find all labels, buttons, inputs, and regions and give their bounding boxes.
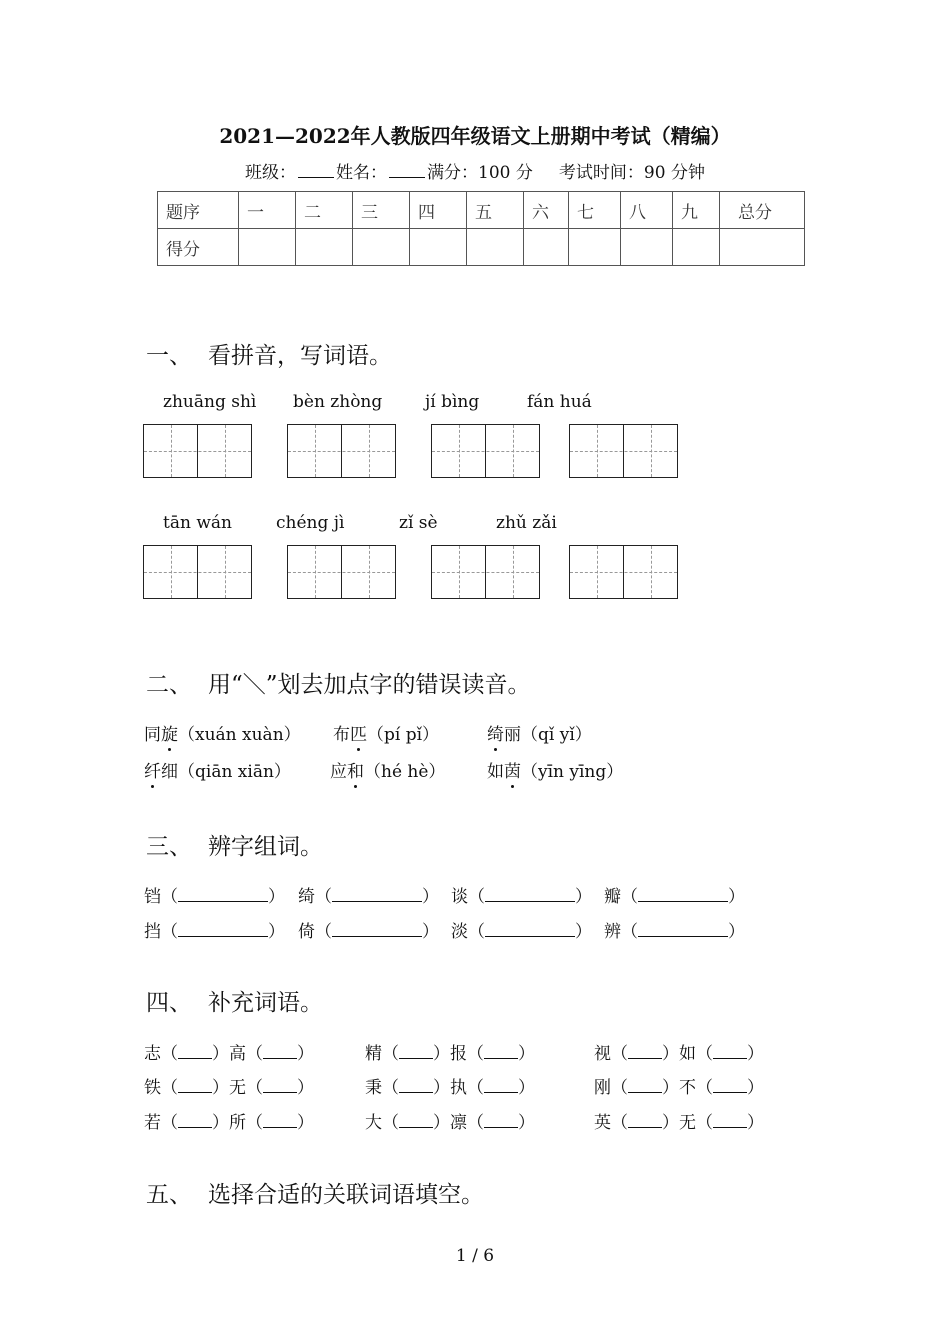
writing-grid[interactable]	[431, 424, 540, 478]
word-blank-item[interactable]: 瓣（ ）	[604, 887, 745, 907]
section-1-title: 看拼音，写词语。	[208, 343, 392, 369]
exam-info	[0, 158, 950, 183]
writing-grid[interactable]	[143, 545, 252, 599]
pronunciation-item[interactable]: 同旋（xuán xuàn）	[144, 725, 301, 745]
table-cell: 七	[569, 192, 621, 229]
table-cell: 题序	[158, 192, 239, 229]
score-cell[interactable]	[410, 229, 467, 266]
score-cell[interactable]	[353, 229, 410, 266]
table-cell: 九	[673, 192, 720, 229]
writing-grid[interactable]	[569, 424, 678, 478]
table-cell: 六	[524, 192, 569, 229]
score-cell[interactable]	[720, 229, 805, 266]
section-4-title: 补充词语。	[208, 990, 323, 1016]
table-cell: 一	[239, 192, 296, 229]
writing-grid[interactable]	[287, 424, 396, 478]
score-cell[interactable]	[621, 229, 673, 266]
section-2-title: 用“＼”划去加点字的错误读音。	[208, 672, 531, 698]
writing-grid[interactable]	[143, 424, 252, 478]
class-blank[interactable]	[298, 163, 334, 178]
pronunciation-item[interactable]: 如茵（yīn yīng）	[487, 762, 624, 782]
word-blank-item[interactable]: 铛（ ）	[144, 887, 285, 907]
idiom-item[interactable]: 视（ ）如（ ）	[594, 1044, 764, 1064]
page-title: 2021—2022年人教版四年级语文上册期中考试（精编）	[219, 124, 731, 148]
pinyin-2: bèn zhòng	[293, 392, 383, 412]
idiom-item[interactable]: 秉（ ）执（ ）	[365, 1078, 535, 1098]
section-4-heading: 四、 补充词语。	[146, 990, 323, 1016]
word-blank-item[interactable]: 倚（ ）	[298, 922, 439, 942]
score-table	[157, 191, 805, 266]
full-score: 满分：100 分	[427, 163, 533, 183]
class-label: 班级：	[245, 163, 297, 183]
pinyin-4: fán huá	[527, 392, 592, 412]
score-table-header-row	[158, 192, 805, 229]
name-blank[interactable]	[389, 163, 425, 178]
idiom-item[interactable]: 若（ ）所（ ）	[144, 1113, 314, 1133]
table-cell: 八	[621, 192, 673, 229]
pinyin-8: zhǔ zǎi	[496, 513, 557, 533]
table-cell: 三	[353, 192, 410, 229]
idiom-item[interactable]: 刚（ ）不（ ）	[594, 1078, 764, 1098]
section-5-title: 选择合适的关联词语填空。	[208, 1182, 484, 1208]
dotted-char: 茵	[504, 762, 521, 782]
dotted-char: 绮	[487, 725, 504, 745]
writing-grid[interactable]	[287, 545, 396, 599]
section-1-heading: 一、 看拼音，写词语。	[146, 343, 392, 369]
idiom-item[interactable]: 志（ ）高（ ）	[144, 1044, 314, 1064]
name-label: 姓名：	[336, 163, 388, 183]
score-cell[interactable]	[467, 229, 524, 266]
section-5-heading: 五、 选择合适的关联词语填空。	[146, 1182, 484, 1208]
word-blank-item[interactable]: 绮（ ）	[298, 887, 439, 907]
word-blank-item[interactable]: 淡（ ）	[451, 922, 592, 942]
score-cell[interactable]	[524, 229, 569, 266]
section-3-heading: 三、 辨字组词。	[146, 834, 323, 860]
score-table-score-row	[158, 229, 805, 266]
score-cell[interactable]	[239, 229, 296, 266]
table-cell: 二	[296, 192, 353, 229]
table-cell: 总分	[720, 192, 805, 229]
score-cell[interactable]	[569, 229, 621, 266]
idiom-item[interactable]: 大（ ）凛（ ）	[365, 1113, 535, 1133]
writing-grid[interactable]	[431, 545, 540, 599]
dotted-char: 旋	[161, 725, 178, 745]
pronunciation-item[interactable]: 布匹（pí pǐ）	[333, 725, 440, 745]
pronunciation-item[interactable]: 绮丽（qǐ yǐ）	[487, 725, 592, 745]
dotted-char: 纤	[144, 762, 161, 782]
exam-time: 考试时间：90 分钟	[558, 163, 705, 183]
idiom-item[interactable]: 英（ ）无（ ）	[594, 1113, 764, 1133]
section-2-heading: 二、 用“＼”划去加点字的错误读音。	[146, 672, 531, 698]
page-number: 1 / 6	[455, 1246, 495, 1266]
word-blank-item[interactable]: 挡（ ）	[144, 922, 285, 942]
pinyin-3: jí bìng	[425, 392, 480, 412]
pinyin-6: chéng jì	[276, 513, 345, 533]
dotted-char: 和	[347, 762, 364, 782]
pinyin-5: tān wán	[163, 513, 232, 533]
table-cell: 五	[467, 192, 524, 229]
word-blank-item[interactable]: 谈（ ）	[451, 887, 592, 907]
score-cell[interactable]	[296, 229, 353, 266]
score-cell[interactable]	[673, 229, 720, 266]
idiom-item[interactable]: 铁（ ）无（ ）	[144, 1078, 314, 1098]
pronunciation-item[interactable]: 应和（hé hè）	[330, 762, 446, 782]
idiom-item[interactable]: 精（ ）报（ ）	[365, 1044, 535, 1064]
section-3-title: 辨字组词。	[208, 834, 323, 860]
table-cell: 四	[410, 192, 467, 229]
word-blank-item[interactable]: 辨（ ）	[604, 922, 745, 942]
table-cell: 得分	[158, 229, 239, 266]
dotted-char: 匹	[350, 725, 367, 745]
pinyin-1: zhuāng shì	[163, 392, 257, 412]
pinyin-7: zǐ sè	[399, 513, 438, 533]
pronunciation-item[interactable]: 纤细（qiān xiān）	[144, 762, 291, 782]
writing-grid[interactable]	[569, 545, 678, 599]
